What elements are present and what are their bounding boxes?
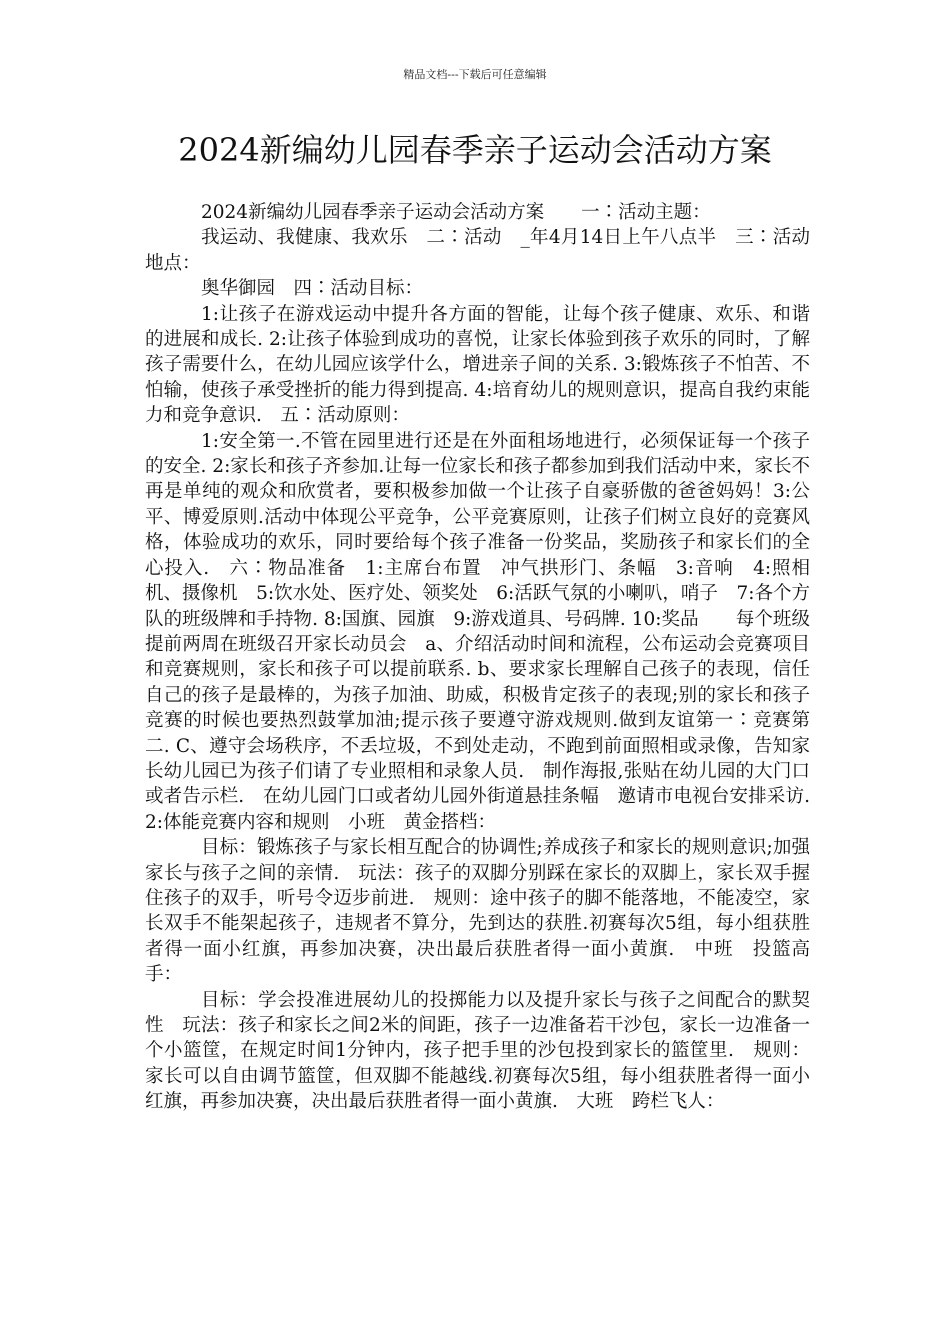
header-note: 精品文档---下载后可任意编辑 xyxy=(403,68,547,81)
paragraph-middle-class: 目标：学会投准进展幼儿的投掷能力以及提升家长与孩子之间配合的默契性 玩法：孩子和家长之间2米的间距，孩子一边准备若干沙包，家长一边准备一个小篮筐，在规定时间1分钟内，孩子把手里的沙包投到家长的篮筐里. 规则：家长可以自由调节篮筐，但双脚不能越线.初赛每次5组，每小组获胜者得一面小红旗，再参加决赛，决出最后获胜者得一面小黄旗. 大班 跨栏飞人： xyxy=(145,989,810,1113)
document-title: 2024新编幼儿园春季亲子运动会活动方案 xyxy=(178,131,772,169)
paragraph-principles: 1:安全第一.不管在园里进行还是在外面租场地进行，必须保证每一个孩子的安全. 2:家长和孩子齐参加.让每一位家长和孩子都参加到我们活动中来，家长不再是单纯的观众和欣赏者，要积极参加做一个让孩子自豪骄傲的爸爸妈妈！3:公平、博爱原则.活动中体现公平竞争，公平竞赛原则，让孩子们树立良好的竞赛风格，体验成功的欢乐，同时要给每个孩子准备一份奖品，奖励孩子和家长们的全心投入. 六∶物品准备 1:主席台布置 冲气拱形门、条幅 3:音响 4:照相机、摄像机 5:饮水处、医疗处、领奖处 6:活跃气氛的小喇叭，哨子 7:各个方队的班级牌和手持物. 8:国旗、园旗 9:游戏道具、号码牌. 10:奖品 每个班级提前两周在班级召开家长动员会 a、介绍活动时间和流程，公布运动会竞赛项目和竞赛规则，家长和孩子可以提前联系. b、要求家长理解自己孩子的表现，信任自己的孩子是最棒的，为孩子加油、助威，积极肯定孩子的表现;别的家长和孩子竞赛的时候也要热烈鼓掌加油;提示孩子要遵守游戏规则.做到友谊第一∶竞赛第二. C、遵守会场秩序，不丢垃圾，不到处走动，不跑到前面照相或录像，告知家长幼儿园已为孩子们请了专业照相和录象人员. 制作海报,张贴在幼儿园的大门口或者告示栏. 在幼儿园门口或者幼儿园外街道悬挂条幅 邀请市电视台安排采访. 2:体能竞赛内容和规则 小班 黄金搭档： xyxy=(145,430,810,833)
paragraph-intro: 2024新编幼儿园春季亲子运动会活动方案 一∶活动主题： xyxy=(201,202,711,223)
paragraph-theme: 我运动、我健康、我欢乐 二∶活动 _年4月14日上午八点半 三∶活动地点： xyxy=(145,227,810,274)
paragraph-goals: 1:让孩子在游戏运动中提升各方面的智能，让每个孩子健康、欢乐、和谐的进展和成长. 2:让孩子体验到成功的喜悦，让家长体验到孩子欢乐的同时，了解孩子需要什么，在幼儿园应该学什么，增进亲子间的关系. 3:锻炼孩子不怕苦、不怕输，使孩子承受挫折的能力得到提高. 4:培育幼儿的规则意识，提高自我约束能力和竞争意识. 五∶活动原则： xyxy=(145,303,810,427)
paragraph-small-class: 目标：锻炼孩子与家长相互配合的协调性;养成孩子和家长的规则意识;加强家长与孩子之间的亲情. 玩法：孩子的双脚分别踩在家长的双脚上，家长双手握住孩子的双手，听号令迈步前进. 规则：途中孩子的脚不能落地，不能凌空，家长双手不能架起孩子，违规者不算分，先到达的获胜.初赛每次5组，每小组获胜者得一面小红旗，再参加决赛，决出最后获胜者得一面小黄旗. 中班 投篮高手： xyxy=(145,837,810,986)
paragraph-location: 奥华御园 四∶活动目标： xyxy=(201,278,424,300)
document-body xyxy=(145,200,810,1115)
